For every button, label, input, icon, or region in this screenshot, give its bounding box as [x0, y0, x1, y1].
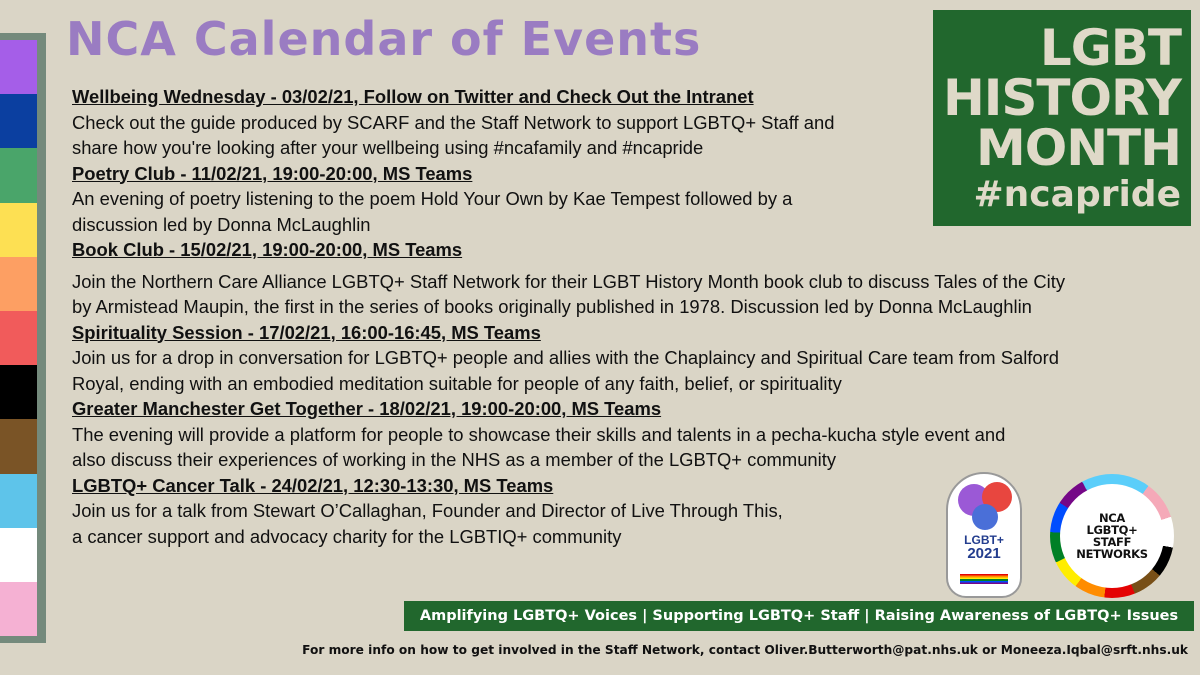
- event-description: An evening of poetry listening to the poem Hold Your Own by Kae Tempest followed by a discussion led by Donna McLaughlin: [72, 188, 793, 235]
- event-heading: LGBTQ+ Cancer Talk - 24/02/21, 12:30-13:30, MS Teams: [72, 474, 554, 496]
- rainbow-bar: [0, 40, 37, 636]
- event-description: Join the Northern Care Alliance LGBTQ+ Staff Network for their LGBT History Month book club to discuss Tales of the City by Armistead Maupin, the first in the series of books originally published in 1978. Discussion led by Donna McLaughlin: [72, 270, 1066, 317]
- stripe-pink: [0, 582, 37, 636]
- badge-line-1: LGBT: [1039, 19, 1181, 77]
- stripe-brown: [0, 419, 37, 473]
- stripe-yellow: [0, 203, 37, 257]
- event-heading: Poetry Club - 11/02/21, 19:00-20:00, MS Teams: [72, 162, 473, 184]
- event-item: [72, 320, 1172, 397]
- lgbt-history-month-2021-logo: [946, 472, 1022, 598]
- event-description: Check out the guide produced by SCARF and the Staff Network to support LGBTQ+ Staff and share how you're looking after your wellbeing using #ncafamily and #ncapride: [72, 111, 835, 158]
- stripe-light-blue: [0, 474, 37, 528]
- blue-circle-icon: [972, 504, 998, 530]
- event-item: [72, 237, 1172, 320]
- logo-line-3: STAFF: [1092, 535, 1132, 549]
- logo-line-2: 2021: [967, 545, 1001, 562]
- event-heading: Book Club - 15/02/21, 19:00-20:00, MS Teams: [72, 239, 463, 260]
- event-description: The evening will provide a platform for people to showcase their skills and talents in a pecha-kucha style event and also discuss their experiences of working in the NHS as a member of the LGBTQ+ community: [72, 423, 1006, 470]
- stripe-red: [0, 311, 37, 365]
- page-title: NCA Calendar of Events: [66, 12, 702, 66]
- badge-hashtag: #ncapride: [973, 174, 1181, 215]
- event-item: [72, 84, 1172, 161]
- slogan-banner: Amplifying LGBTQ+ Voices | Supporting LGBTQ+ Staff | Raising Awareness of LGBTQ+ Issues: [404, 601, 1194, 631]
- logo-text: [948, 534, 1020, 561]
- stripe-purple: [0, 40, 37, 94]
- stripe-white: [0, 528, 37, 582]
- logo-line-1: NCA: [1098, 511, 1126, 525]
- logo-line-2: LGBTQ+: [1086, 523, 1138, 537]
- nca-staff-networks-logo: [1050, 474, 1174, 598]
- badge-line-2: HISTORY: [942, 69, 1181, 127]
- event-heading: Greater Manchester Get Together - 18/02/21, 19:00-20:00, MS Teams: [72, 398, 662, 419]
- stripe-green: [0, 148, 37, 202]
- event-heading: Wellbeing Wednesday - 03/02/21, Follow on Twitter and Check Out the Intranet: [72, 86, 754, 107]
- logo-line-4: NETWORKS: [1076, 547, 1148, 561]
- stripe-blue: [0, 94, 37, 148]
- event-item: [72, 396, 1172, 473]
- event-description: Join us for a drop in conversation for LGBTQ+ people and allies with the Chaplaincy and Spiritual Care team from Salford Royal, ending with an embodied meditation suitable for people of any faith, belief, or spirituality: [72, 347, 1059, 394]
- stripe-orange: [0, 257, 37, 311]
- badge-line-3: MONTH: [975, 119, 1181, 177]
- event-item: [72, 161, 1172, 238]
- event-description: Join us for a talk from Stewart O’Callaghan, Founder and Director of Live Through This, a cancer support and advocacy charity for the LGBTIQ+ community: [72, 500, 783, 547]
- rainbow-flag-icon: [960, 574, 1008, 584]
- logo-line-1: LGBT+: [964, 533, 1004, 547]
- event-heading: Spirituality Session - 17/02/21, 16:00-16:45, MS Teams: [72, 321, 541, 343]
- contact-footer: For more info on how to get involved in the Staff Network, contact Oliver.Butterworth@pat.nhs.uk or Moneeza.Iqbal@srft.nhs.uk: [302, 643, 1188, 657]
- stripe-black: [0, 365, 37, 419]
- logo-inner: [1060, 484, 1164, 588]
